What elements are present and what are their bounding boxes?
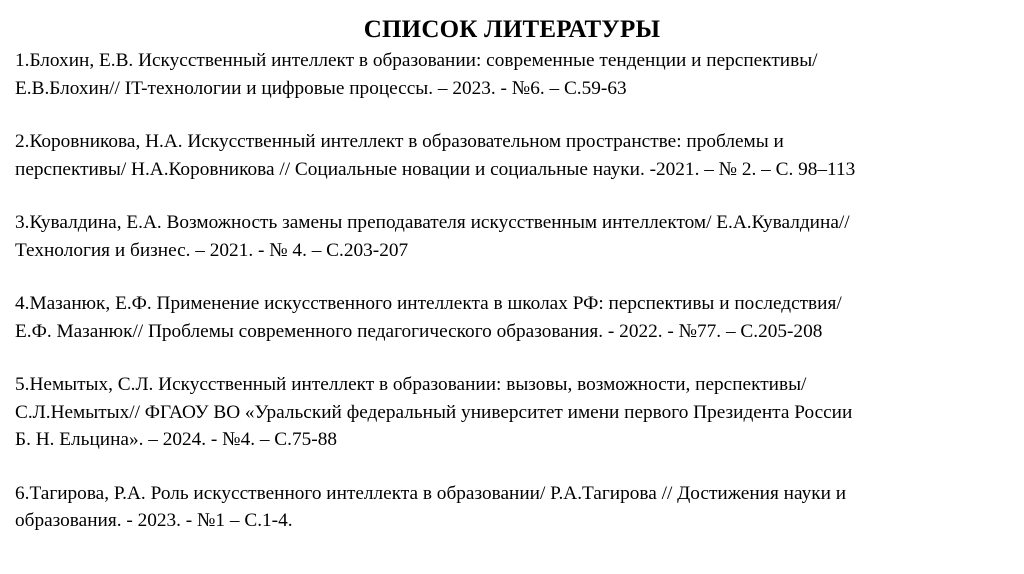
- reference-line: 2.Коровникова, Н.А. Искусственный интеллект в образовательном пространстве: проблемы и: [15, 131, 784, 152]
- reference-item: [15, 209, 1015, 264]
- reference-line: 3.Кувалдина, Е.А. Возможность замены преподавателя искусственным интеллектом/ Е.А.Кувалдина//: [15, 212, 850, 233]
- reference-item: [15, 128, 1015, 183]
- reference-line: С.Л.Немытых// ФГАОУ ВО «Уральский федеральный университет имени первого Президента России: [15, 401, 853, 423]
- reference-line: Б. Н. Ельцина». – 2024. - №4. – С.75-88: [15, 429, 337, 450]
- reference-item: [15, 480, 1015, 535]
- reference-line: Технология и бизнес. – 2021. - № 4. – С.203-207: [15, 239, 409, 261]
- reference-line: 1.Блохин, Е.В. Искусственный интеллект в образовании: современные тенденции и перспективы/: [15, 50, 818, 71]
- reference-line: Е.В.Блохин// IT-технологии и цифровые процессы. – 2023. - №6. – С.59-63: [15, 77, 627, 99]
- reference-list: [15, 47, 1015, 561]
- reference-line: 6.Тагирова, Р.А. Роль искусственного интеллекта в образовании/ Р.А.Тагирова // Достижения науки и: [15, 482, 847, 504]
- reference-line: Е.Ф. Мазанюк// Проблемы современного педагогического образования. - 2022. - №77. – С.205-208: [15, 320, 823, 342]
- reference-item: [15, 290, 1015, 345]
- reference-item: [15, 47, 1015, 102]
- reference-line: 5.Немытых, С.Л. Искусственный интеллект в образовании: вызовы, возможности, перспективы/: [15, 374, 807, 395]
- reference-item: [15, 371, 1015, 454]
- reference-line: 4.Мазанюк, Е.Ф. Применение искусственного интеллекта в школах РФ: перспективы и последствия/: [15, 293, 842, 314]
- reference-line: образования. - 2023. - №1 – С.1-4.: [15, 510, 293, 531]
- page-title: СПИСОК ЛИТЕРАТУРЫ: [363, 16, 661, 43]
- reference-line: перспективы/ Н.А.Коровникова // Социальные новации и социальные науки. -2021. – № 2. – С. 98–113: [15, 158, 856, 180]
